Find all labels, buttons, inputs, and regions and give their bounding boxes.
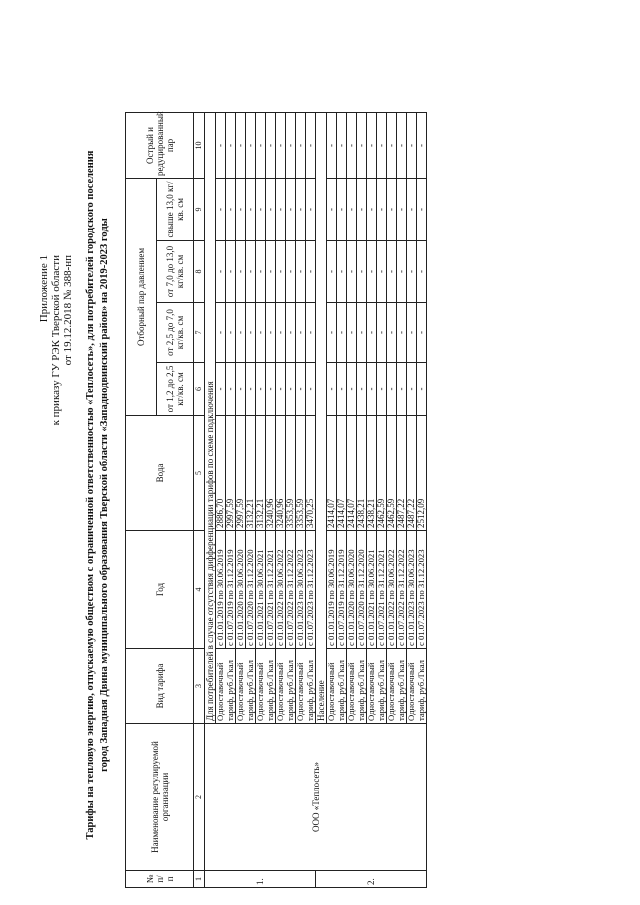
water-tariff-cell: 2438,21 <box>357 416 367 531</box>
dash-cell: - <box>276 303 286 363</box>
dash-cell: - <box>306 241 316 303</box>
dash-cell: - <box>367 178 377 240</box>
dash-cell: - <box>296 303 306 363</box>
tariff-type-cell: Одноставочный тариф, руб./Гкал <box>256 649 276 724</box>
dash-cell: - <box>276 112 286 178</box>
dash-cell: - <box>216 241 226 303</box>
header-sharp-steam: Острый и редуцированный пар <box>126 112 194 178</box>
water-tariff-cell: 2414,07 <box>337 416 347 531</box>
dash-cell: - <box>327 178 337 240</box>
dash-cell: - <box>246 303 256 363</box>
title-line-2: город Западная Двина муниципального образования Тверской области «Западнодвинский район» на 2019-2023 годы <box>99 218 110 772</box>
water-tariff-cell: 2462,59 <box>387 416 397 531</box>
dash-cell: - <box>256 241 266 303</box>
period-cell: с 01.01.2020 по 30.06.2020 <box>236 531 246 649</box>
dash-cell: - <box>276 241 286 303</box>
dash-cell: - <box>296 363 306 416</box>
water-tariff-cell: 2462,59 <box>377 416 387 531</box>
period-cell: с 01.01.2022 по 30.06.2022 <box>387 531 397 649</box>
water-tariff-cell: 2997,59 <box>226 416 236 531</box>
water-tariff-cell: 3132,21 <box>246 416 256 531</box>
water-tariff-cell: 3470,25 <box>306 416 316 531</box>
dash-cell: - <box>306 112 316 178</box>
dash-cell: - <box>236 112 246 178</box>
dash-cell: - <box>327 303 337 363</box>
column-number: 2 <box>194 724 205 871</box>
dash-cell: - <box>296 241 306 303</box>
dash-cell: - <box>407 241 417 303</box>
annex-line-1: Приложение 1 <box>38 255 50 323</box>
dash-cell: - <box>357 303 367 363</box>
dash-cell: - <box>417 241 427 303</box>
column-number: 10 <box>194 112 205 178</box>
tariff-type-cell: Одноставочный тариф, руб./Гкал <box>236 649 256 724</box>
dash-cell: - <box>407 303 417 363</box>
period-cell: с 01.01.2023 по 30.06.2023 <box>407 531 417 649</box>
dash-cell: - <box>397 363 407 416</box>
period-cell: с 01.01.2023 по 30.06.2023 <box>296 531 306 649</box>
section-number: 1. <box>205 871 316 888</box>
dash-cell: - <box>306 178 316 240</box>
dash-cell: - <box>387 303 397 363</box>
tariff-type-cell: Одноставочный тариф, руб./Гкал <box>407 649 427 724</box>
dash-cell: - <box>226 178 236 240</box>
column-number-row <box>194 112 205 887</box>
dash-cell: - <box>357 363 367 416</box>
period-cell: с 01.01.2022 по 30.06.2022 <box>276 531 286 649</box>
water-tariff-cell: 3353,59 <box>286 416 296 531</box>
header-water: Вода <box>126 416 194 531</box>
dash-cell: - <box>306 363 316 416</box>
dash-cell: - <box>377 241 387 303</box>
dash-cell: - <box>256 178 266 240</box>
section-title: Для потребителей в случае отсутствия дифференциации тарифов по схеме подключения <box>205 112 216 723</box>
dash-cell: - <box>337 178 347 240</box>
period-cell: с 01.01.2021 по 30.06.2021 <box>367 531 377 649</box>
period-cell: с 01.01.2019 по 30.06.2019 <box>216 531 226 649</box>
dash-cell: - <box>347 178 357 240</box>
dash-cell: - <box>417 303 427 363</box>
dash-cell: - <box>276 363 286 416</box>
header-steam-1: от 1,2 до 2,5 кг/кв. см <box>157 363 194 416</box>
dash-cell: - <box>286 363 296 416</box>
annex-line-3: от 19.12.2018 № 388-нп <box>62 255 74 366</box>
header-no: № п/п <box>126 871 194 888</box>
water-tariff-cell: 2997,59 <box>236 416 246 531</box>
section-number: 2. <box>316 871 427 888</box>
section-row <box>205 112 216 887</box>
column-number: 1 <box>194 871 205 888</box>
dash-cell: - <box>387 112 397 178</box>
dash-cell: - <box>337 363 347 416</box>
dash-cell: - <box>407 178 417 240</box>
header-steam-4: свыше 13,0 кг/кв. см <box>157 178 194 240</box>
column-number: 3 <box>194 649 205 724</box>
dash-cell: - <box>337 241 347 303</box>
header-year: Год <box>126 531 194 649</box>
dash-cell: - <box>266 112 276 178</box>
period-cell: с 01.07.2021 по 31.12.2021 <box>266 531 276 649</box>
period-cell: с 01.07.2023 по 31.12.2023 <box>417 531 427 649</box>
period-cell: с 01.07.2023 по 31.12.2023 <box>306 531 316 649</box>
dash-cell: - <box>226 303 236 363</box>
dash-cell: - <box>347 363 357 416</box>
tariff-type-cell: Одноставочный тариф, руб./Гкал <box>347 649 367 724</box>
dash-cell: - <box>327 241 337 303</box>
period-cell: с 01.07.2022 по 31.12.2022 <box>286 531 296 649</box>
dash-cell: - <box>266 363 276 416</box>
tariff-type-cell: Одноставочный тариф, руб./Гкал <box>296 649 316 724</box>
water-tariff-cell: 3240,96 <box>266 416 276 531</box>
dash-cell: - <box>397 178 407 240</box>
dash-cell: - <box>226 241 236 303</box>
dash-cell: - <box>276 178 286 240</box>
section-title: Население <box>316 112 327 723</box>
dash-cell: - <box>417 112 427 178</box>
tariff-type-cell: Одноставочный тариф, руб./Гкал <box>367 649 387 724</box>
dash-cell: - <box>357 178 367 240</box>
water-tariff-cell: 2512,09 <box>417 416 427 531</box>
period-cell: с 01.01.2020 по 30.06.2020 <box>347 531 357 649</box>
dash-cell: - <box>407 363 417 416</box>
dash-cell: - <box>286 112 296 178</box>
dash-cell: - <box>266 303 276 363</box>
column-number: 4 <box>194 531 205 649</box>
dash-cell: - <box>387 363 397 416</box>
dash-cell: - <box>327 112 337 178</box>
column-number: 8 <box>194 241 205 303</box>
water-tariff-cell: 2438,21 <box>367 416 377 531</box>
water-tariff-cell: 2414,07 <box>327 416 337 531</box>
dash-cell: - <box>256 363 266 416</box>
dash-cell: - <box>377 178 387 240</box>
dash-cell: - <box>397 303 407 363</box>
header-org: Наименование регулируемой организации <box>126 724 194 871</box>
dash-cell: - <box>256 112 266 178</box>
tariff-type-cell: Одноставочный тариф, руб./Гкал <box>387 649 407 724</box>
annex-line-2: к приказу ГУ РЭК Тверской области <box>50 255 62 426</box>
tariff-table <box>125 112 427 888</box>
dash-cell: - <box>387 241 397 303</box>
dash-cell: - <box>246 112 256 178</box>
dash-cell: - <box>246 363 256 416</box>
period-cell: с 01.07.2020 по 31.12.2020 <box>246 531 256 649</box>
tariff-type-cell: Одноставочный тариф, руб./Гкал <box>327 649 347 724</box>
dash-cell: - <box>306 303 316 363</box>
water-tariff-cell: 2487,22 <box>407 416 417 531</box>
period-cell: с 01.07.2021 по 31.12.2021 <box>377 531 387 649</box>
dash-cell: - <box>367 112 377 178</box>
period-cell: с 01.07.2019 по 31.12.2019 <box>337 531 347 649</box>
dash-cell: - <box>246 178 256 240</box>
dash-cell: - <box>397 241 407 303</box>
dash-cell: - <box>226 363 236 416</box>
dash-cell: - <box>377 303 387 363</box>
water-tariff-cell: 3353,59 <box>296 416 306 531</box>
dash-cell: - <box>377 363 387 416</box>
water-tariff-cell: 2487,22 <box>397 416 407 531</box>
dash-cell: - <box>327 363 337 416</box>
dash-cell: - <box>216 178 226 240</box>
dash-cell: - <box>377 112 387 178</box>
dash-cell: - <box>286 241 296 303</box>
dash-cell: - <box>417 363 427 416</box>
title-line-1: Тарифы на тепловую энергию, отпускаемую обществом с ограниченной ответственностью «Теплосеть», для потребителей городского поселения <box>85 150 96 840</box>
dash-cell: - <box>286 178 296 240</box>
dash-cell: - <box>296 112 306 178</box>
dash-cell: - <box>226 112 236 178</box>
dash-cell: - <box>266 178 276 240</box>
dash-cell: - <box>347 241 357 303</box>
water-tariff-cell: 2414,07 <box>347 416 357 531</box>
dash-cell: - <box>216 363 226 416</box>
column-number: 7 <box>194 303 205 363</box>
period-cell: с 01.07.2022 по 31.12.2022 <box>397 531 407 649</box>
dash-cell: - <box>246 241 256 303</box>
dash-cell: - <box>367 363 377 416</box>
dash-cell: - <box>337 112 347 178</box>
water-tariff-cell: 3132,21 <box>256 416 266 531</box>
dash-cell: - <box>367 241 377 303</box>
dash-cell: - <box>236 303 246 363</box>
period-cell: с 01.07.2020 по 31.12.2020 <box>357 531 367 649</box>
period-cell: с 01.07.2019 по 31.12.2019 <box>226 531 236 649</box>
dash-cell: - <box>216 112 226 178</box>
water-tariff-cell: 2886,70 <box>216 416 226 531</box>
dash-cell: - <box>367 303 377 363</box>
header-steam-3: от 7,0 до 13,0 кг/кв. см <box>157 241 194 303</box>
period-cell: с 01.01.2019 по 30.06.2019 <box>327 531 337 649</box>
dash-cell: - <box>347 112 357 178</box>
header-steam: Отборный пар давлением <box>126 178 157 415</box>
dash-cell: - <box>216 303 226 363</box>
annex-block <box>38 255 74 425</box>
water-tariff-cell: 3240,96 <box>276 416 286 531</box>
dash-cell: - <box>266 241 276 303</box>
dash-cell: - <box>397 112 407 178</box>
tariff-type-cell: Одноставочный тариф, руб./Гкал <box>216 649 236 724</box>
column-number: 9 <box>194 178 205 240</box>
dash-cell: - <box>347 303 357 363</box>
dash-cell: - <box>357 241 367 303</box>
dash-cell: - <box>236 363 246 416</box>
period-cell: с 01.01.2021 по 30.06.2021 <box>256 531 266 649</box>
tariff-type-cell: Одноставочный тариф, руб./Гкал <box>276 649 296 724</box>
dash-cell: - <box>407 112 417 178</box>
dash-cell: - <box>357 112 367 178</box>
dash-cell: - <box>236 178 246 240</box>
header-tariff-type: Вид тарифа <box>126 649 194 724</box>
table-body <box>205 112 427 887</box>
organization-name: ООО «Теплосеть» <box>205 724 427 871</box>
dash-cell: - <box>236 241 246 303</box>
column-number: 5 <box>194 416 205 531</box>
header-steam-2: от 2,5 до 7,0 кг/кв. см <box>157 303 194 363</box>
dash-cell: - <box>286 303 296 363</box>
dash-cell: - <box>256 303 266 363</box>
dash-cell: - <box>417 178 427 240</box>
column-number: 6 <box>194 363 205 416</box>
dash-cell: - <box>296 178 306 240</box>
document-title <box>84 115 112 875</box>
dash-cell: - <box>337 303 347 363</box>
dash-cell: - <box>387 178 397 240</box>
